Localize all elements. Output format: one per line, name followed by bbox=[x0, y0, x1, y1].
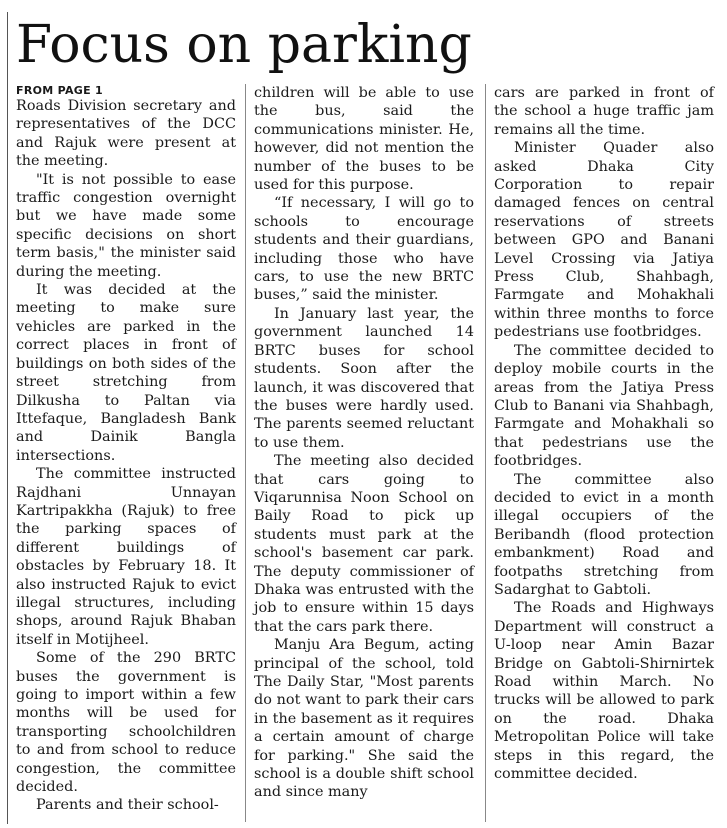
column-3 bbox=[494, 84, 714, 824]
paragraph: The committee instructed Rajdhani Unnayan Kartripakkha (Rajuk) to free the parking spaces of different buildings of obstacles by February 18. It also instructed Rajuk to evict illegal structures, including shops, around Rajuk Bhaban itself in Motijheel. bbox=[16, 466, 236, 648]
paragraph: In January last year, the government launched 14 BRTC buses for school students. Soon after the launch, it was discovered that the buses were hardly used. The parents seemed reluctant to use them. bbox=[254, 305, 474, 451]
paragraph: children will be able to use the bus, said the communications minister. He, however, did not mention the number of the buses to be used for this purpose. bbox=[254, 85, 474, 194]
continuation-kicker: FROM PAGE 1 bbox=[16, 84, 104, 97]
column-divider bbox=[485, 84, 486, 822]
paragraph: The committee also decided to evict in a month illegal occupiers of the Beribandh (flood protection embankment) Road and footpaths stretching from Sadarghat to Gabtoli. bbox=[494, 471, 714, 598]
paragraph: Minister Quader also asked Dhaka City Corporation to repair damaged fences on central reservations of streets between GPO and Banani Level Crossing via Jatiya Press Club, Shahbagh, Farmgate and Mohakhali within three months to force pedestrians use footbridges. bbox=[494, 140, 714, 341]
paragraph: cars are parked in front of the school a huge traffic jam remains all the time. bbox=[494, 85, 714, 138]
paragraph: The committee decided to deploy mobile courts in the areas from the Jatiya Press Club to Banani via Shahbagh, Farmgate and Mohakhali so that pedestrians use the footbridges. bbox=[494, 342, 714, 470]
column-1 bbox=[16, 84, 236, 824]
paragraph: The meeting also decided that cars going to Viqarunnisa Noon School on Baily Road to pick up students must park at the school's basement car park. The deputy commissioner of Dhaka was entrusted with the job to ensure within 15 days that the cars park there. bbox=[254, 453, 474, 635]
paragraph: Roads Division secretary and representatives of the DCC and Rajuk were present at the meeting. bbox=[16, 98, 236, 170]
paragraph: It was decided at the meeting to make sure vehicles are parked in the correct places in front of buildings on both sides of the street stretching from Dilkusha to Paltan via Ittefaque, Bangladesh Bank and Dainik Bangla intersections. bbox=[16, 282, 236, 464]
paragraph: “If necessary, I will go to schools to encourage students and their guardians, including those who have cars, to use the new BRTC buses,” said the minister. bbox=[254, 195, 474, 304]
column-divider bbox=[245, 84, 246, 822]
headline: Focus on parking bbox=[16, 15, 472, 75]
paragraph: "It is not possible to ease traffic congestion overnight but we have made some specific decisions on short term basis," the minister said during the meeting. bbox=[16, 171, 236, 280]
paragraph: The Roads and Highways Department will construct a U-loop near Amin Bazar Bridge on Gabtoli-Shirnirtek Road within March. No trucks will be allowed to park on the road. Dhaka Metropolitan Police will take steps in this regard, the committee decided. bbox=[494, 600, 714, 783]
paragraph: Some of the 290 BRTC buses the government is going to import within a few months will be used for transporting schoolchildren to and from school to reduce congestion, the committee decided. bbox=[16, 650, 236, 796]
column-2 bbox=[254, 84, 474, 824]
left-border-rule bbox=[7, 12, 8, 824]
paragraph: Manju Ara Begum, acting principal of the school, told The Daily Star, "Most parents do not want to park their cars in the basement as it requires a certain amount of charge for parking." She said the school is a double shift school and since many bbox=[254, 637, 474, 801]
paragraph: Parents and their school- bbox=[36, 797, 219, 814]
